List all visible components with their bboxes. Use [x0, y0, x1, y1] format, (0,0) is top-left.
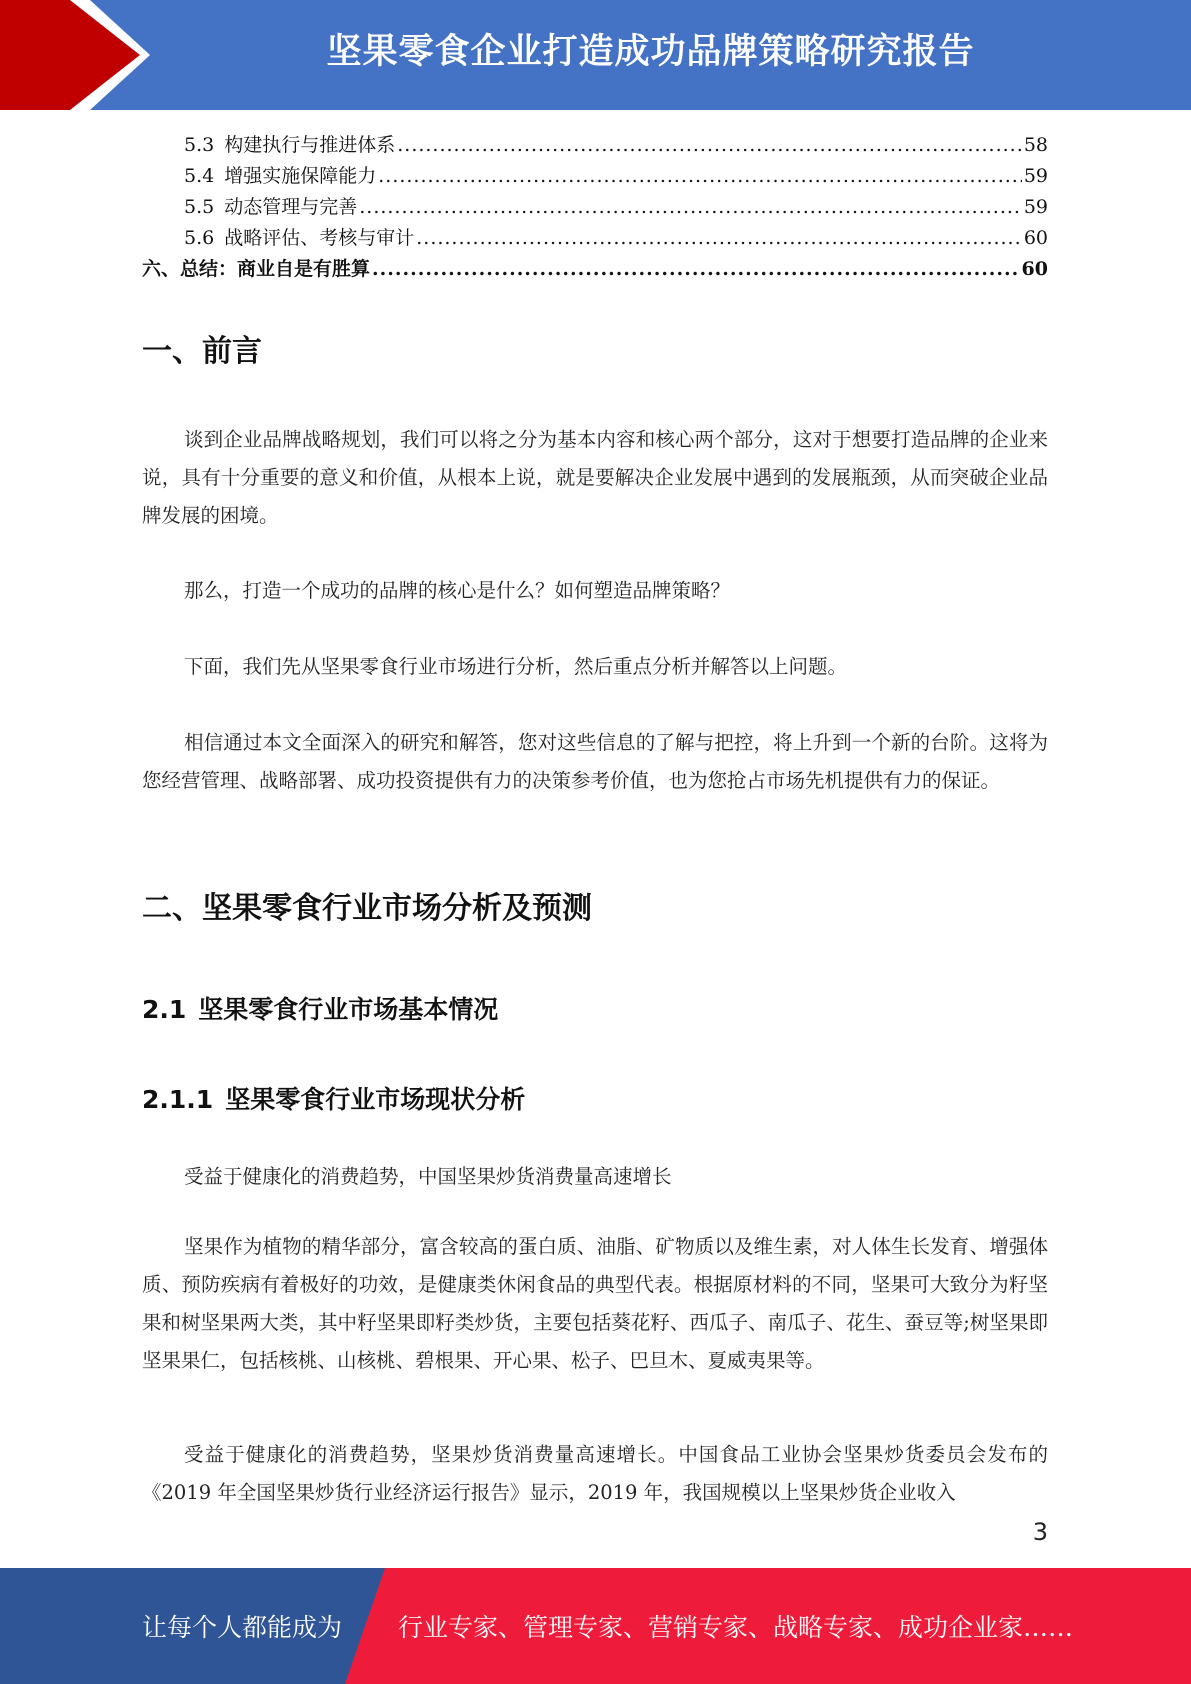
toc-item[interactable]: [142, 223, 1048, 254]
footer-slogan-right: 行业专家、管理专家、营销专家、战略专家、成功企业家……: [398, 1613, 1074, 1642]
toc-item[interactable]: [142, 161, 1048, 192]
paragraph: 下面，我们先从坚果零食行业市场进行分析，然后重点分析并解答以上问题。: [184, 655, 848, 678]
toc-leader-dots: [378, 161, 1022, 192]
toc-item-page: 59: [1023, 196, 1048, 218]
toc-item-page: 60: [1021, 258, 1048, 280]
page-header: [0, 0, 1191, 110]
toc-leader-dots: [359, 192, 1022, 223]
toc-item-number: 5.3: [184, 134, 215, 156]
paragraph: 坚果作为植物的精华部分，富含较高的蛋白质、油脂、矿物质以及维生素，对人体生长发育、增强体质、预防疾病有着极好的功效，是健康类休闲食品的典型代表。根据原材料的不同，坚果可大致分为籽坚果和树坚果两大类，其中籽坚果即籽类炒货，主要包括葵花籽、西瓜子、南瓜子、花生、蚕豆等;树坚果即坚果果仁，包括核桃、山核桃、碧根果、开心果、松子、巴旦木、夏威夷果等。: [142, 1235, 1048, 1372]
header-title: 坚果零食企业打造成功品牌策略研究报告: [326, 32, 975, 72]
paragraph: 受益于健康化的消费趋势，坚果炒货消费量高速增长。中国食品工业协会坚果炒货委员会发布的《2019 年全国坚果炒货行业经济运行报告》显示，2019 年，我国规模以上坚果炒货企业收入: [142, 1443, 1048, 1504]
subsection-title: 坚果零食行业市场现状分析: [225, 1085, 526, 1114]
subsection-number: 2.1.1: [142, 1085, 214, 1114]
section-heading: 二、坚果零食行业市场分析及预测: [142, 891, 592, 926]
paragraph: 受益于健康化的消费趋势，中国坚果炒货消费量高速增长: [184, 1165, 672, 1188]
subsection-number: 2.1: [142, 995, 187, 1024]
footer-slogan-left: 让每个人都能成为: [142, 1613, 343, 1642]
toc-item[interactable]: [142, 192, 1048, 223]
toc-item-label: 六、总结：商业自是有胜算: [142, 258, 371, 280]
subsection-heading: [142, 1080, 525, 1116]
toc-item-number: 5.6: [184, 227, 215, 249]
subsection-heading: [142, 990, 498, 1026]
toc-item-page: 59: [1023, 165, 1048, 187]
toc-item[interactable]: [142, 254, 1048, 285]
toc-item-number: 5.5: [184, 196, 215, 218]
toc-item-page: 60: [1023, 227, 1048, 249]
page-number: 3: [1032, 1518, 1048, 1546]
toc-item-label: 动态管理与完善: [224, 196, 358, 218]
toc-item-label: 战略评估、考核与审计: [224, 227, 415, 249]
subsection-title: 坚果零食行业市场基本情况: [198, 995, 499, 1024]
paragraph: 谈到企业品牌战略规划，我们可以将之分为基本内容和核心两个部分，这对于想要打造品牌的企业来说，具有十分重要的意义和价值，从根本上说，就是要解决企业发展中遇到的发展瓶颈，从而突破企业品牌发展的困境。: [142, 428, 1048, 527]
toc-item-number: 5.4: [184, 165, 215, 187]
paragraph: 相信通过本文全面深入的研究和解答，您对这些信息的了解与把控，将上升到一个新的台阶。这将为您经营管理、战略部署、成功投资提供有力的决策参考价值，也为您抢占市场先机提供有力的保证。: [142, 731, 1048, 792]
toc-item[interactable]: [142, 130, 1048, 161]
paragraph: 那么，打造一个成功的品牌的核心是什么？如何塑造品牌策略？: [184, 579, 731, 602]
table-of-contents: [142, 130, 1048, 285]
section-heading: 一、前言: [142, 334, 262, 369]
toc-item-label: 增强实施保障能力: [224, 165, 377, 187]
toc-item-label: 构建执行与推进体系: [224, 134, 396, 156]
page-footer: [0, 1568, 1191, 1684]
toc-leader-dots: [372, 254, 1020, 285]
toc-leader-dots: [397, 130, 1022, 161]
toc-item-page: 58: [1023, 134, 1048, 156]
toc-leader-dots: [416, 223, 1022, 254]
